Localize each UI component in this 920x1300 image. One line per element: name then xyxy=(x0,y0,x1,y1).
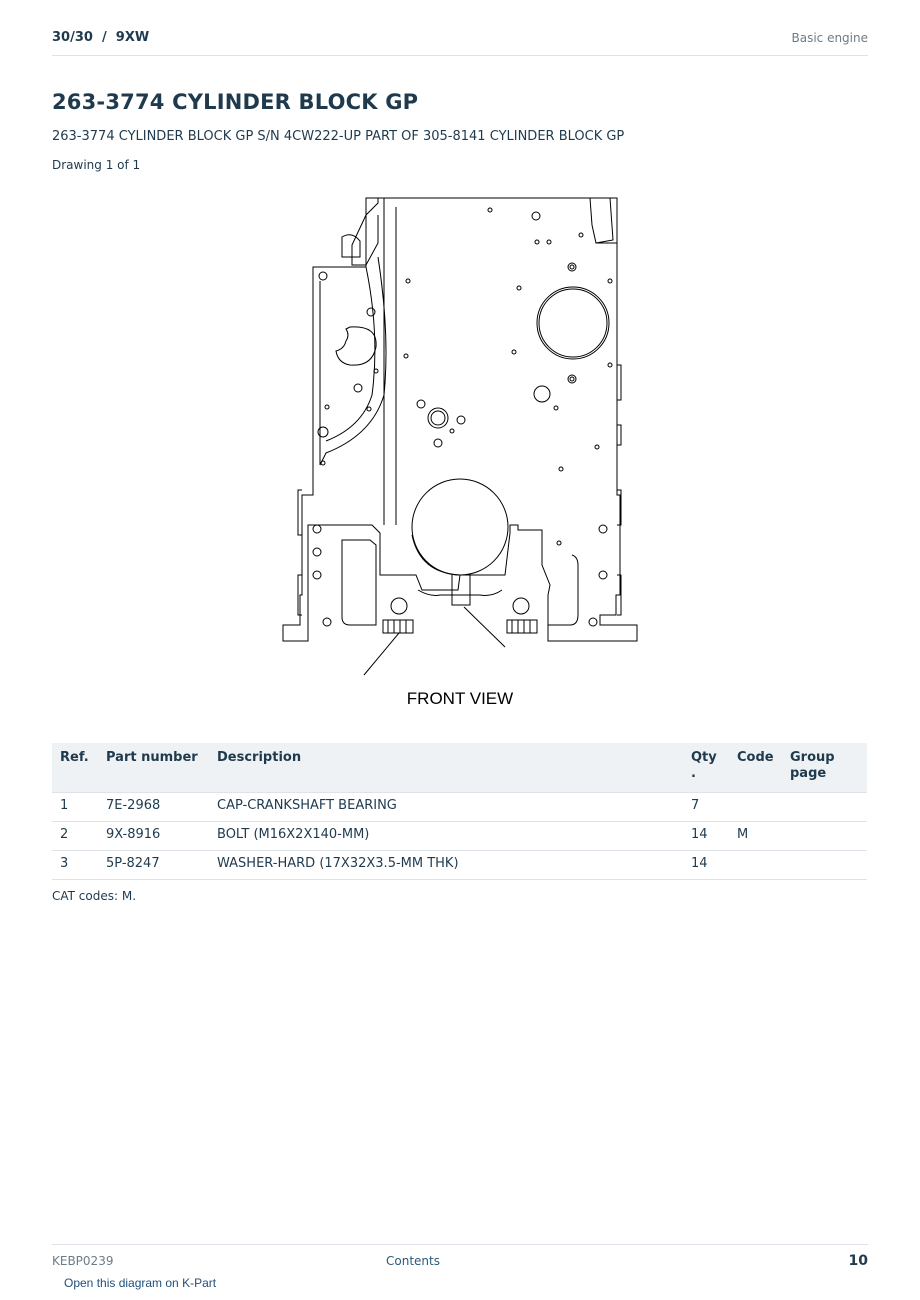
page-title: 263-3774 CYLINDER BLOCK GP xyxy=(52,90,419,114)
page-header xyxy=(52,28,868,56)
page-number: 10 xyxy=(848,1253,868,1269)
contents-link[interactable]: Contents xyxy=(386,1254,440,1268)
parts-table xyxy=(52,743,867,880)
page-footer xyxy=(52,1244,868,1275)
cell-ref: 2 xyxy=(52,822,98,851)
cell-group-page xyxy=(782,793,867,822)
cell-part-number: 7E-2968 xyxy=(98,793,209,822)
cell-group-page xyxy=(782,822,867,851)
cell-code xyxy=(729,851,782,880)
cell-ref: 1 xyxy=(52,793,98,822)
cell-code: M xyxy=(729,822,782,851)
cat-codes-note: CAT codes: M. xyxy=(52,889,137,903)
cylinder-block-diagram xyxy=(280,195,640,715)
page-subtitle: 263-3774 CYLINDER BLOCK GP S/N 4CW222-UP PART OF 305-8141 CYLINDER BLOCK GP xyxy=(52,129,625,144)
cell-code xyxy=(729,793,782,822)
table-header-row xyxy=(52,743,867,793)
cell-part-number: 5P-8247 xyxy=(98,851,209,880)
view-label: FRONT VIEW xyxy=(406,689,514,708)
cell-description: BOLT (M16X2X140-MM) xyxy=(209,822,683,851)
table-row xyxy=(52,822,867,851)
drawing-count: Drawing 1 of 1 xyxy=(52,158,141,172)
col-description: Description xyxy=(209,743,683,793)
col-part-number: Part number xyxy=(98,743,209,793)
col-code: Code xyxy=(729,743,782,793)
col-ref: Ref. xyxy=(52,743,98,793)
open-diagram-link[interactable]: Open this diagram on K-Part xyxy=(64,1276,217,1290)
section-label: Basic engine xyxy=(791,31,868,45)
cell-description: CAP-CRANKSHAFT BEARING xyxy=(209,793,683,822)
cell-qty: 7 xyxy=(683,793,729,822)
cell-group-page xyxy=(782,851,867,880)
table-row xyxy=(52,851,867,880)
cell-qty: 14 xyxy=(683,822,729,851)
cell-description: WASHER-HARD (17X32X3.5-MM THK) xyxy=(209,851,683,880)
cell-qty: 14 xyxy=(683,851,729,880)
cell-ref: 3 xyxy=(52,851,98,880)
table-row xyxy=(52,793,867,822)
document-code: KEBP0239 xyxy=(52,1254,114,1268)
cell-part-number: 9X-8916 xyxy=(98,822,209,851)
col-qty: Qty . xyxy=(683,743,729,793)
col-group-page: Group page xyxy=(782,743,867,793)
breadcrumb: 30/30 / 9XW xyxy=(52,30,150,45)
